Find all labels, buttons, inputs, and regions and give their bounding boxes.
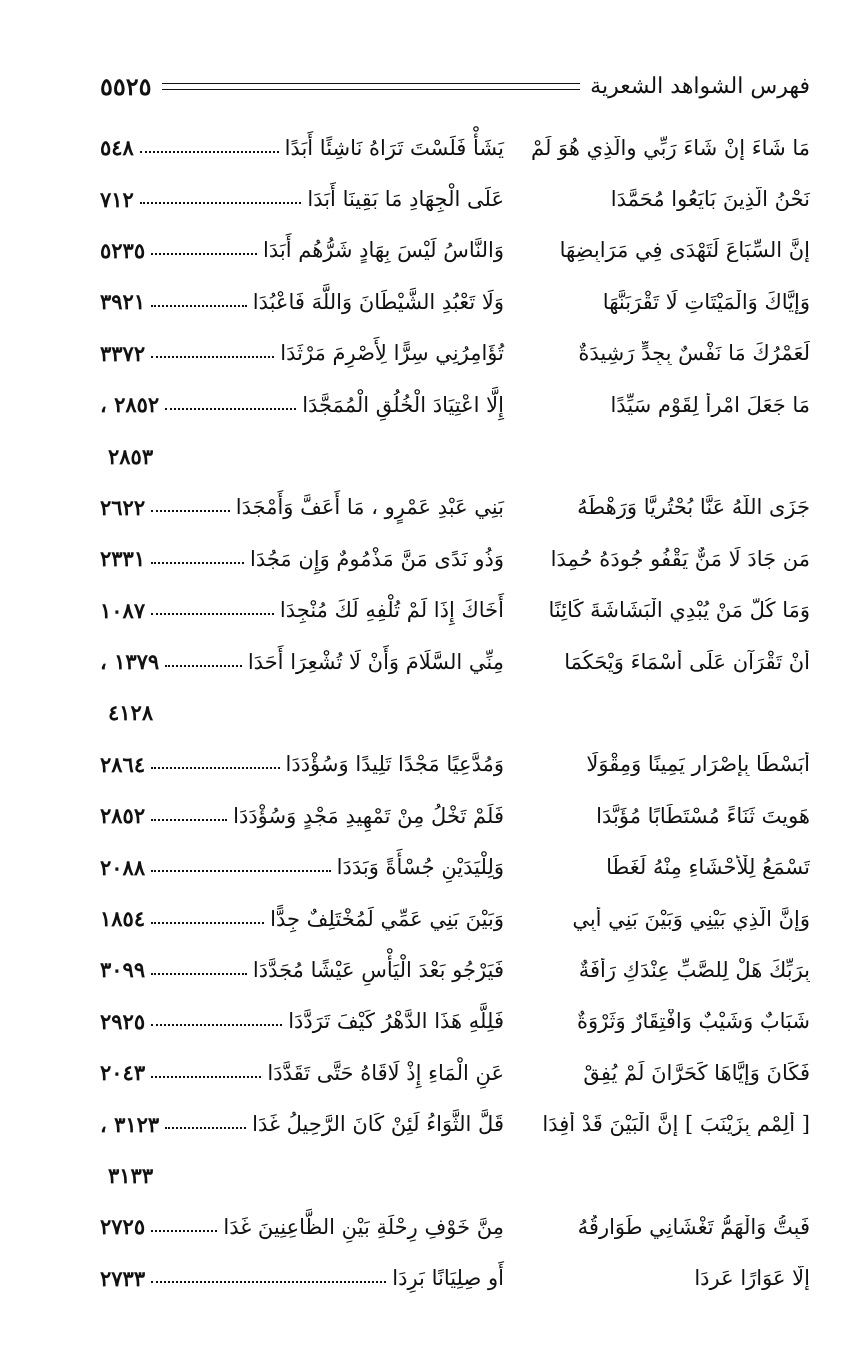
- verse-row: [100, 1098, 810, 1149]
- verse-second-hemistich: وَذُو نَدًى مَنَّ مَذْمُومٌ وَإِن مَجُدَا: [250, 546, 504, 571]
- verse-reference-number: ٢٧٣٣: [100, 1265, 146, 1291]
- verse-reference-number: ٢٧٢٥: [100, 1214, 146, 1240]
- verse-reference-number: ٢٠٤٣: [100, 1060, 146, 1086]
- page-number: ٥٥٢٥: [100, 71, 152, 101]
- verse-second-hemistich: قَلَّ الثَّوَاءُ لَئِنْ كَانَ الرَّحِيلُ غَدَا: [252, 1112, 504, 1137]
- verse-row: [100, 379, 810, 430]
- verse-first-hemistich: مَا جَعَلَ امْرأً لِقَوْمٍ سَيِّدًا: [610, 392, 810, 417]
- verse-reference-number: ٧١٢: [100, 186, 134, 212]
- verse-reference-continuation: ٤١٢٨: [108, 700, 154, 726]
- verse-first-hemistich: جَزَى اللَّهُ عَنَّا بُحْتُرِيًّا وَرَهْطَهُ: [577, 495, 810, 520]
- dot-leader: [151, 1230, 217, 1232]
- dot-leader: [151, 973, 247, 975]
- verse-first-hemistich: وَمَا كُلُّ مَنْ يُبْدِي الْبَشَاشَةَ كَائِنًا: [548, 598, 810, 623]
- verse-reference-number: ٥٤٨: [100, 135, 134, 161]
- verse-row: [100, 122, 810, 173]
- verse-first-hemistich: شَبَابٌ وَشَيْبٌ وَافْتِقَارٌ وَثَرْوَةٌ: [576, 1009, 810, 1034]
- verse-second-hemistich: مِنَّ خَوْفِ رِحْلَةِ بَيْنِ الظَّاعِنِينَ غَدَا: [223, 1214, 504, 1239]
- verse-second-hemistich: وَبَيْنَ بَنِي عَمِّي لَمُخْتَلِفٌ جِدًّا: [270, 906, 504, 931]
- verse-first-hemistich: نَحْنُ الَّذِينَ بَايَعُوا مُحَمَّدَا: [610, 187, 810, 212]
- verse-reference-number: ٣١٢٣ ،: [100, 1111, 160, 1137]
- reference-continuation-row: [100, 430, 810, 481]
- verse-first-hemistich: فَكَانَ وَإِيَّاهَا كَحَرَّانَ لَمْ يُفِقْ: [583, 1060, 810, 1085]
- dot-leader: [151, 305, 247, 307]
- verse-first-hemistich: مَن جَادَ لَا مَنٌّ يَقْفُو جُودَهُ حُمِدَا: [550, 546, 810, 571]
- verse-row: [100, 841, 810, 892]
- verse-second-hemistich: فَلِلَّهِ هَذَا الدَّهْرُ كَيْفَ تَرَدَّدَا: [288, 1009, 504, 1034]
- verse-second-hemistich: فَيَرْجُو بَعْدَ الْيَأْسِ عَيْشًا مُجَدَّدَا: [252, 957, 504, 982]
- verse-first-hemistich: فَبِتُّ وَالْهَمُّ تَغْشَانِي طَوَارِقُهُ: [577, 1214, 810, 1239]
- verse-index-list: [100, 122, 810, 1304]
- verse-reference-number: ٣٣٧٢: [100, 340, 146, 366]
- verse-row: [100, 173, 810, 224]
- verse-row: [100, 328, 810, 379]
- verse-second-hemistich: أَخَاكَ إِذَا لَمْ تُلْفِهِ لَكَ مُنْجِدَا: [279, 598, 504, 623]
- verse-row: [100, 585, 810, 636]
- verse-reference-number: ٥٢٣٥: [100, 237, 146, 263]
- verse-second-hemistich: بَنِي عَبْدِ عَمْرٍو ، مَا أَعَفَّ وَأَمْجَدَا: [235, 495, 504, 520]
- verse-first-hemistich: إِلَّا عَوَارًا عَرِدَا: [694, 1266, 810, 1291]
- verse-row: [100, 944, 810, 995]
- dot-leader: [151, 922, 264, 924]
- dot-leader: [165, 408, 296, 410]
- verse-reference-number: ٢٩٢٥: [100, 1008, 146, 1034]
- verse-row: [100, 893, 810, 944]
- verse-row: [100, 225, 810, 276]
- verse-second-hemistich: مِنِّي السَّلَامَ وَأَنْ لَا تُشْعِرَا أَحَدَا: [247, 649, 504, 674]
- header-rule: [162, 83, 581, 90]
- verse-row: [100, 739, 810, 790]
- verse-second-hemistich: وَالنَّاسُ لَيْسَ بِهَادٍ شَرُّهُم أَبَدَا: [263, 238, 504, 263]
- verse-second-hemistich: فَلَمْ تَخْلُ مِنْ تَمْهِيدِ مَجْدٍ وَسُؤْدَدَا: [233, 803, 504, 828]
- verse-row: [100, 996, 810, 1047]
- verse-row: [100, 482, 810, 533]
- dot-leader: [151, 562, 244, 564]
- dot-leader: [151, 1281, 386, 1283]
- verse-reference-number: ٢٠٨٨: [100, 854, 146, 880]
- verse-reference-continuation: ٣١٣٣: [108, 1163, 154, 1188]
- verse-reference-number: ٢٨٥٢: [100, 803, 146, 829]
- verse-first-hemistich: مَا شَاءَ إِنْ شَاءَ رَبِّي والَّذِي هُوَ لَمْ: [531, 135, 810, 160]
- verse-reference-number: ٣٠٩٩: [100, 957, 146, 983]
- verse-row: [100, 1201, 810, 1252]
- dot-leader: [140, 151, 279, 153]
- verse-first-hemistich: تَسْمَعُ لِلْأَحْشَاءِ مِنْهُ لَغَطًا: [606, 855, 810, 880]
- verse-row: [100, 636, 810, 687]
- verse-reference-number: ٢٣٣١: [100, 546, 146, 572]
- verse-first-hemistich: أَبَسْطًا بِإِصْرَارٍ يَمِينًا وَمِقْوَلًا: [586, 752, 810, 777]
- dot-leader: [151, 356, 274, 358]
- running-title: فهرس الشواهد الشعرية: [590, 73, 810, 99]
- verse-second-hemistich: إِلَّا اعْتِيَادَ الْخُلُقِ الْمُمَجَّدَا: [302, 392, 504, 417]
- dot-leader: [151, 767, 279, 769]
- verse-reference-continuation: ٢٨٥٣: [108, 443, 154, 469]
- verse-reference-number: ١٣٧٩ ،: [100, 649, 160, 675]
- verse-first-hemistich: لَعَمْرُكَ مَا نَفْسٌ بِجِدٍّ رَشِيدَةٌ: [578, 341, 810, 366]
- verse-first-hemistich: وَإِيَّاكَ وَالْمَيْتَاتِ لَا تَقْرَبَنَّهَا: [602, 289, 810, 314]
- verse-reference-number: ١٠٨٧: [100, 597, 146, 623]
- verse-first-hemistich: [ أَلِمْمِ بِزَيْنَبَ ] إِنَّ الْبَيْنَ قَدْ أَفِدَا: [542, 1112, 810, 1137]
- verse-second-hemistich: عَنِ الْمَاءِ إِذْ لَاقَاهُ حَتَّى تَقَدَّدَا: [267, 1060, 504, 1085]
- verse-second-hemistich: عَلَى الْجِهَادِ مَا بَقِينَا أَبَدَا: [307, 187, 504, 212]
- verse-row: [100, 533, 810, 584]
- verse-second-hemistich: يَشَأْ فَلَسْتَ تَرَاهُ نَاشِئًا أَبَدًا: [284, 135, 504, 160]
- dot-leader: [151, 253, 257, 255]
- verse-first-hemistich: إِنَّ السِّبَاعَ لَتَهْدَى فِي مَرَابِضِهَا: [559, 238, 810, 263]
- dot-leader: [151, 1076, 261, 1078]
- verse-row: [100, 790, 810, 841]
- verse-first-hemistich: بِرَبِّكَ هَلْ لِلصَّبِّ عِنْدَكِ رَأْفَةٌ: [578, 957, 810, 982]
- verse-first-hemistich: وَإِنَّ الَّذِي بَيْنِي وَبَيْنَ بَنِي أَبِي: [572, 906, 810, 931]
- verse-first-hemistich: أَنْ تَقْرَآنِ عَلَى أَسْمَاءَ وَيْحَكُمَا: [564, 649, 810, 674]
- dot-leader: [151, 1024, 282, 1026]
- reference-continuation-row: [100, 687, 810, 738]
- dot-leader: [151, 870, 331, 872]
- verse-reference-number: ٢٨٦٤: [100, 751, 146, 777]
- verse-reference-number: ٢٨٥٢ ،: [100, 392, 160, 418]
- reference-continuation-row: [100, 1150, 810, 1201]
- verse-first-hemistich: هَوِيتَ ثَنَاءً مُسْتَطَابًا مُؤَبَّدَا: [596, 803, 810, 828]
- verse-row: [100, 1253, 810, 1304]
- verse-second-hemistich: تُؤَامِرُنِي سِرًّا لِأَصْرِمَ مَرْثَدَا: [280, 341, 504, 366]
- dot-leader: [151, 510, 230, 512]
- verse-row: [100, 276, 810, 327]
- verse-reference-number: ١٨٥٤: [100, 906, 146, 932]
- verse-row: [100, 1047, 810, 1098]
- dot-leader: [151, 819, 227, 821]
- verse-second-hemistich: أَو صِلِيَانًا بَرِدَا: [392, 1266, 504, 1291]
- verse-reference-number: ٢٦٢٢: [100, 494, 146, 520]
- verse-second-hemistich: وَلِلْيَدَيْنِ جُسْأَةً وَبَدَدَا: [336, 855, 504, 880]
- verse-reference-number: ٣٩٢١: [100, 289, 146, 315]
- verse-second-hemistich: وَمُدَّعِيًا مَجْدًا تَلِيدًا وَسُؤْدَدَا: [285, 752, 504, 777]
- page-header: [100, 68, 810, 104]
- dot-leader: [165, 1127, 246, 1129]
- dot-leader: [165, 665, 242, 667]
- verse-second-hemistich: وَلَا تَعْبُدِ الشَّيْطَانَ وَاللَّهَ فَاعْبُدَا: [252, 289, 504, 314]
- dot-leader: [151, 613, 274, 615]
- dot-leader: [140, 202, 302, 204]
